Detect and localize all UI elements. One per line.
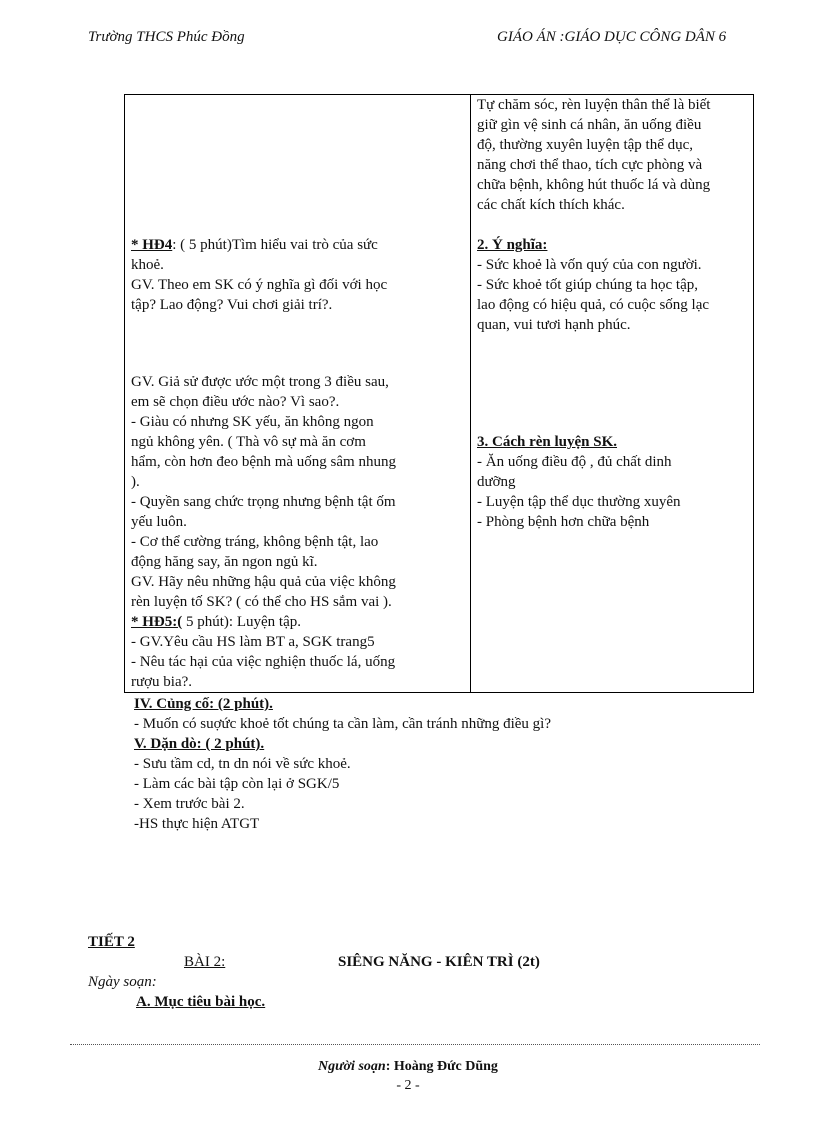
lesson-title: SIÊNG NĂNG - KIÊN TRÌ (2t): [338, 954, 540, 970]
hd4-heading: * HĐ4: ( 5 phút)Tìm hiểu vai trò của sức: [131, 237, 378, 253]
teacher-activities-cell: [125, 95, 471, 693]
text-line: - Cơ thể cường tráng, không bệnh tật, lao: [131, 534, 379, 550]
section-heading: V. Dặn dò: ( 2 phút).: [134, 736, 265, 752]
text-line: GV. Hãy nêu những hậu quả của việc không: [131, 574, 396, 590]
text-line: quan, vui tươi hạnh phúc.: [477, 317, 631, 333]
text-line: các chất kích thích khác.: [477, 197, 625, 213]
text-line: - Giàu có nhưng SK yếu, ăn không ngon: [131, 414, 374, 430]
text-line: - Muốn có suợức khoẻ tốt chúng ta cần làm, cần tránh những điều gì?: [134, 716, 551, 732]
text-line: Tự chăm sóc, rèn luyện thân thể là biết: [477, 97, 711, 113]
text-line: - Sưu tầm cd, tn dn nói về sức khoẻ.: [134, 756, 351, 772]
text-line: GV. Giả sử được ước một trong 3 điều sau,: [131, 374, 389, 390]
author-line: Người soạn: Hoàng Đức Dũng: [318, 1059, 498, 1074]
text-line: tập? Lao động? Vui chơi giải trí?.: [131, 297, 333, 313]
lesson-table: [124, 94, 754, 693]
prep-date-label: Ngày soạn:: [88, 974, 157, 990]
text-line: - Luyện tập thể dục thường xuyên: [477, 494, 681, 510]
text-line: ).: [131, 474, 140, 490]
section-heading: 2. Ý nghĩa:: [477, 237, 548, 253]
text-line: dưỡng: [477, 474, 516, 490]
content-cell: [471, 95, 754, 693]
text-line: yếu luôn.: [131, 514, 187, 530]
text-line: - Ăn uống điều độ , đủ chất dinh: [477, 454, 672, 470]
lesson-label: BÀI 2:: [184, 954, 226, 970]
page-number: - 2 -: [396, 1078, 420, 1093]
text-line: động hăng say, ăn ngon ngủ kĩ.: [131, 554, 318, 570]
hd5-heading: * HĐ5:( 5 phút): Luyện tập.: [131, 614, 301, 630]
text-line: - Sức khoẻ là vốn quý của con người.: [477, 257, 702, 273]
text-line: - Phòng bệnh hơn chữa bệnh: [477, 514, 650, 530]
text-line: GV. Theo em SK có ý nghĩa gì đối với học: [131, 277, 388, 293]
text-line: - Nêu tác hại của việc nghiện thuốc lá, uống: [131, 654, 396, 670]
text-line: lao động có hiệu quả, có cuộc sống lạc: [477, 297, 710, 313]
lesson-number: TIẾT 2: [88, 934, 135, 950]
objectives-heading: A. Mục tiêu bài học.: [136, 994, 266, 1010]
text-line: chữa bệnh, không hút thuốc lá và dùng: [477, 177, 711, 193]
text-line: giữ gìn vệ sinh cá nhân, ăn uống điều: [477, 117, 702, 133]
section-heading: 3. Cách rèn luyện SK.: [477, 434, 618, 450]
text-line: em sẽ chọn điều ước nào? Vì sao?.: [131, 394, 340, 410]
text-line: - Quyền sang chức trọng nhưng bệnh tật ốm: [131, 494, 396, 510]
text-line: - GV.Yêu cầu HS làm BT a, SGK trang5: [131, 634, 375, 650]
section-heading: IV. Củng cố: (2 phút).: [134, 696, 273, 712]
text-line: độ, thường xuyên luyện tập thể dục,: [477, 137, 694, 153]
text-line: rèn luyện tố SK? ( có thể cho HS sắm vai ).: [131, 594, 392, 610]
text-line: hẩm, còn hơn đeo bệnh mà uống sâm nhung: [131, 454, 396, 470]
footer-divider: [70, 1044, 760, 1045]
text-line: - Làm các bài tập còn lại ở SGK/5: [134, 776, 340, 792]
document-title: GIÁO ÁN :GIÁO DỤC CÔNG DÂN 6: [497, 29, 727, 45]
text-line: khoẻ.: [131, 257, 164, 273]
school-name: Trường THCS Phúc Đồng: [88, 29, 245, 45]
text-line: - Sức khoẻ tốt giúp chúng ta học tập,: [477, 277, 699, 293]
text-line: ngủ không yên. ( Thà vô sự mà ăn cơm: [131, 434, 366, 450]
text-line: năng chơi thể thao, tích cực phòng và: [477, 157, 703, 173]
text-line: rượu bia?.: [131, 674, 193, 690]
consolidation-section: [134, 694, 551, 834]
text-line: -HS thực hiện ATGT: [134, 816, 260, 832]
text-line: - Xem trước bài 2.: [134, 796, 245, 812]
